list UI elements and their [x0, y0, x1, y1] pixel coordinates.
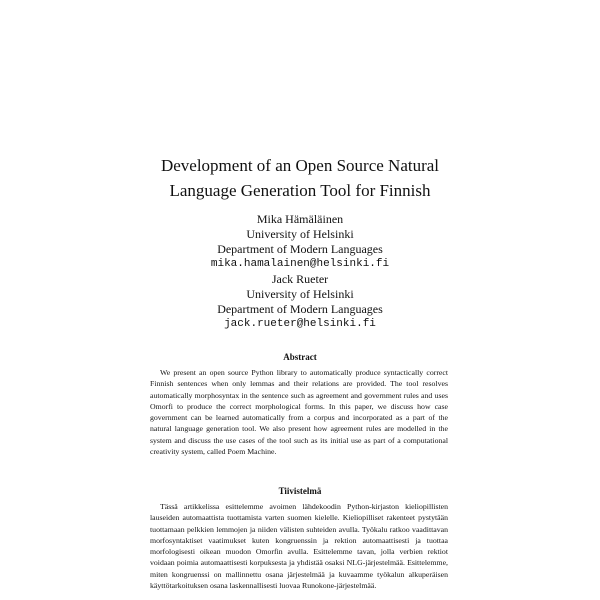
title-line-2: Language Generation Tool for Finnish [169, 181, 431, 200]
abstract-heading: Abstract [283, 352, 317, 362]
tiivistelma-heading: Tiivistelmä [278, 486, 322, 496]
title-line-1: Development of an Open Source Natural [160, 156, 440, 175]
author-email: mika.hamalainen@helsinki.fi [210, 258, 390, 270]
author-department: Department of Modern Languages [217, 242, 383, 256]
author-email: jack.rueter@helsinki.fi [224, 318, 376, 330]
author-block-2 [0, 272, 600, 332]
author-affiliation: University of Helsinki [246, 287, 354, 301]
author-department: Department of Modern Languages [217, 302, 383, 316]
author-block-1 [0, 212, 600, 272]
author-name: Jack Rueter [271, 272, 329, 286]
tiivistelma-text: Tässä artikkelissa esittelemme avoimen lähdekoodin Python-kirjaston kieliopillisten lauseiden automaattista tuottamista varten suomen kielelle. Kieliopilliset rakenteet pystytään tuottamaan pelkkien lemmojen ja niiden välisten suhteiden avulla. Työkalu ratkoo vaadittavan morfosyntaktiset vaatimukset kuten kongruenssin ja rektion automaattisesti ja tuottaa morfologisesti oikean muodon Omorfin avulla. Esittelemme tavan, jolla verbien rektiot voidaan poimia automaattisesti korpuksesta ja yhdistää osaksi NLG-järjestelmää. Esittelemme, miten kongruenssi on mallinnettu osana järjestelmää ja kuvaamme työkalun alkuperäisen käyttötarkoituksen osana laskennallisesti luovaa Runokone-järjestelmää. [150, 502, 448, 591]
author-name: Mika Hämäläinen [256, 212, 344, 226]
author-affiliation: University of Helsinki [246, 227, 354, 241]
paper-title [0, 153, 600, 203]
abstract-text: We present an open source Python library to automatically produce syntactically correct Finnish sentences when only lemmas and their relations are provided. The tool resolves automatically morphosyntax in the sentence such as agreement and government rules and uses Omorfi to produce the correct morphological forms. In this paper, we discuss how case government can be learned automatically from a corpus and incorporated as a part of the natural language generation tool. We also present how agreement rules are modelled in the system and discuss the use cases of the tool such as its initial use as part of a computational creativity system, called Poem Machine. [150, 368, 448, 457]
